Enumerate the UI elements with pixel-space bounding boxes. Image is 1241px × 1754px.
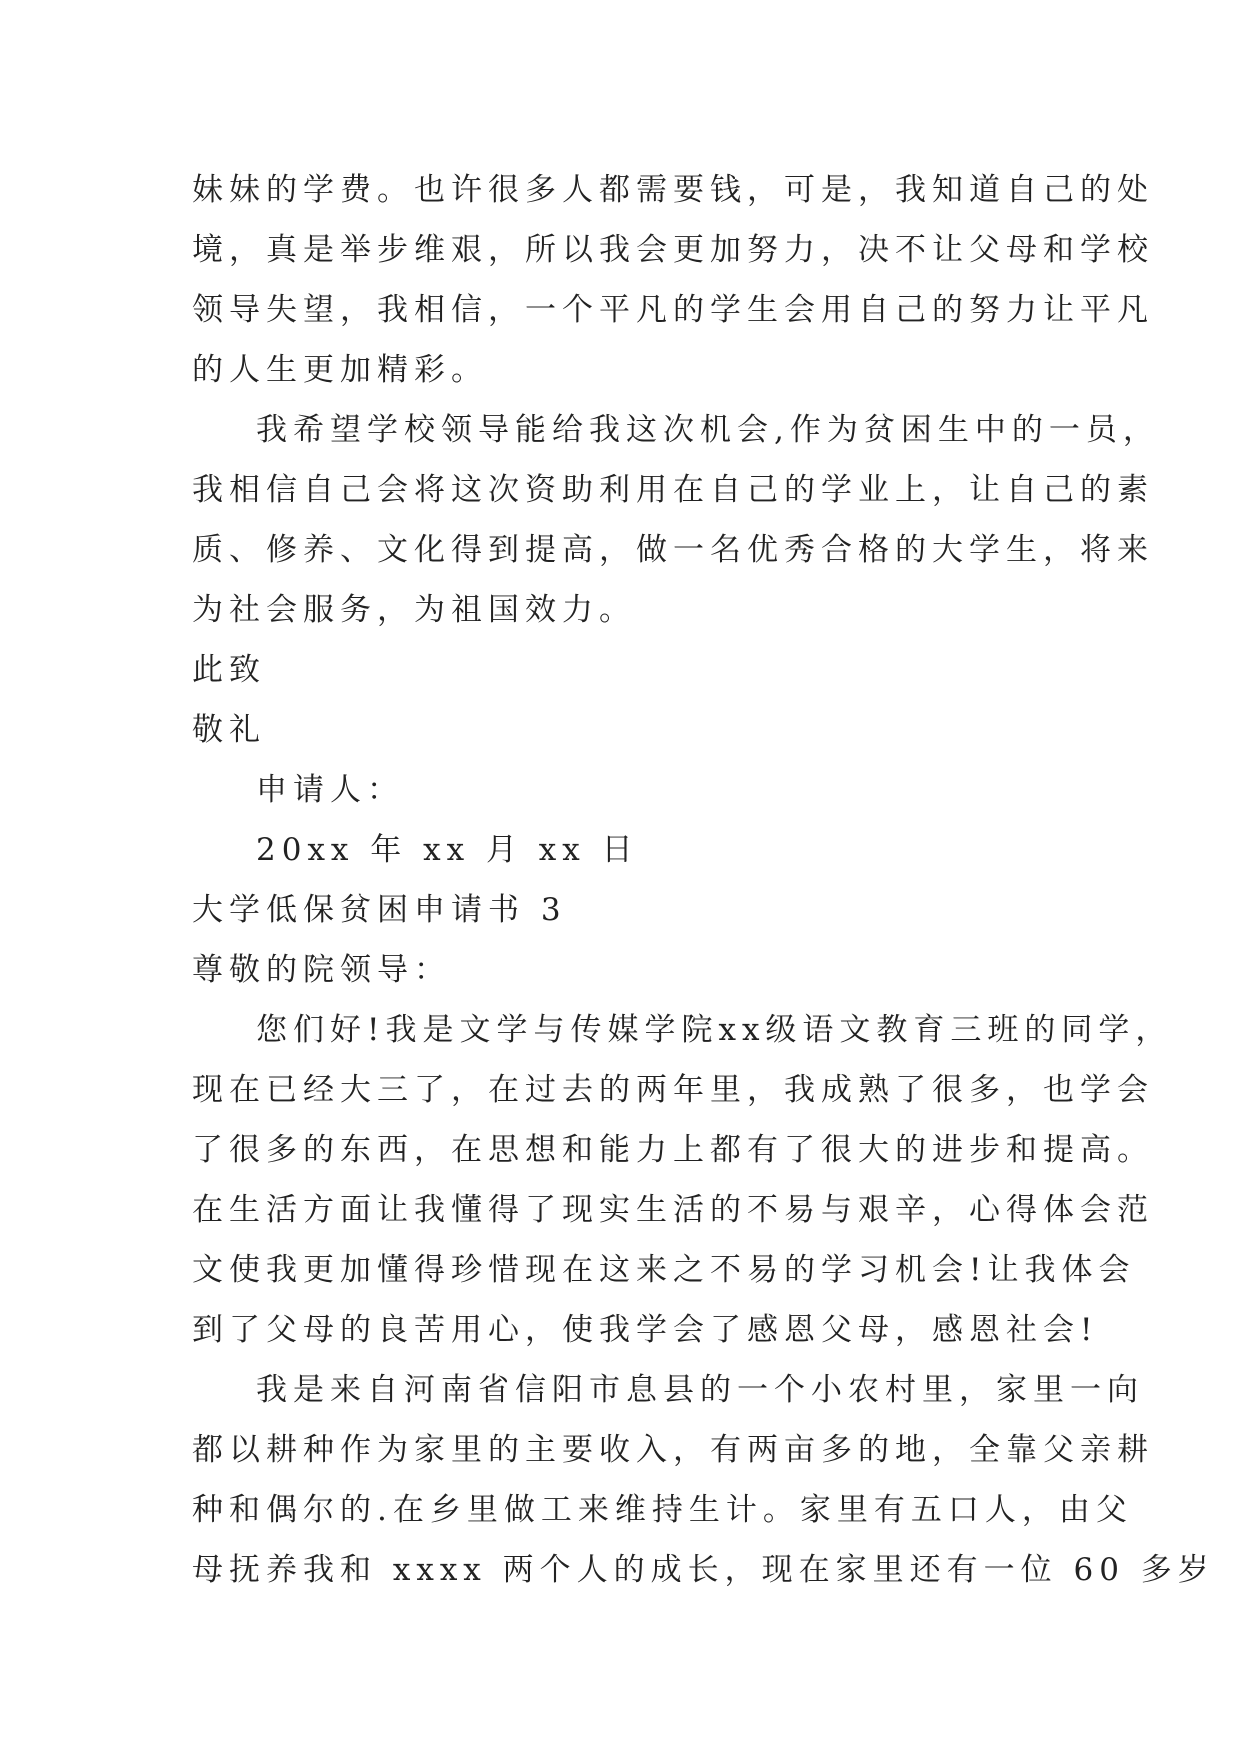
document-text-line: 尊敬的院领导：	[192, 952, 451, 988]
document-text-line: 20xx 年 xx 月 xx 日	[256, 832, 639, 868]
document-text-line: 领导失望，我相信，一个平凡的学生会用自己的努力让平凡	[192, 292, 1154, 328]
document-text-line: 我是来自河南省信阳市息县的一个小农村里，家里一向	[256, 1372, 1144, 1408]
document-text-line: 文使我更加懂得珍惜现在这来之不易的学习机会!让我体会	[192, 1252, 1136, 1288]
document-text-line: 母抚养我和 xxxx 两个人的成长，现在家里还有一位 60 多岁	[192, 1552, 1215, 1588]
document-text-line: 此致	[192, 652, 266, 688]
document-text-line: 为社会服务，为祖国效力。	[192, 592, 636, 628]
document-text-line: 大学低保贫困申请书 3	[192, 892, 567, 928]
document-text-line: 现在已经大三了，在过去的两年里，我成熟了很多，也学会	[192, 1072, 1154, 1108]
document-text-line: 申请人：	[256, 772, 404, 808]
document-text-line: 敬礼	[192, 712, 266, 748]
document-text-line: 我相信自己会将这次资助利用在自己的学业上，让自己的素	[192, 472, 1154, 508]
document-text-line: 了很多的东西，在思想和能力上都有了很大的进步和提高。	[192, 1132, 1154, 1168]
document-text-line: 种和偶尔的.在乡里做工来维持生计。家里有五口人，由父	[192, 1492, 1133, 1528]
document-text-line: 都以耕种作为家里的主要收入，有两亩多的地，全靠父亲耕	[192, 1432, 1154, 1468]
document-text-line: 在生活方面让我懂得了现实生活的不易与艰辛，心得体会范	[192, 1192, 1154, 1228]
document-text-line: 我希望学校领导能给我这次机会,作为贫困生中的一员，	[256, 412, 1160, 448]
document-text-line: 您们好!我是文学与传媒学院xx级语文教育三班的同学，	[256, 1012, 1173, 1048]
document-text-line: 的人生更加精彩。	[192, 352, 488, 388]
document-text-line: 质、修养、文化得到提高，做一名优秀合格的大学生，将来	[192, 532, 1154, 568]
document-text-line: 境，真是举步维艰，所以我会更加努力，决不让父母和学校	[192, 232, 1154, 268]
document-text-line: 到了父母的良苦用心，使我学会了感恩父母，感恩社会!	[192, 1312, 1099, 1348]
document-text-line: 妹妹的学费。也许很多人都需要钱，可是，我知道自己的处	[192, 172, 1154, 208]
document-body	[192, 160, 1215, 1600]
